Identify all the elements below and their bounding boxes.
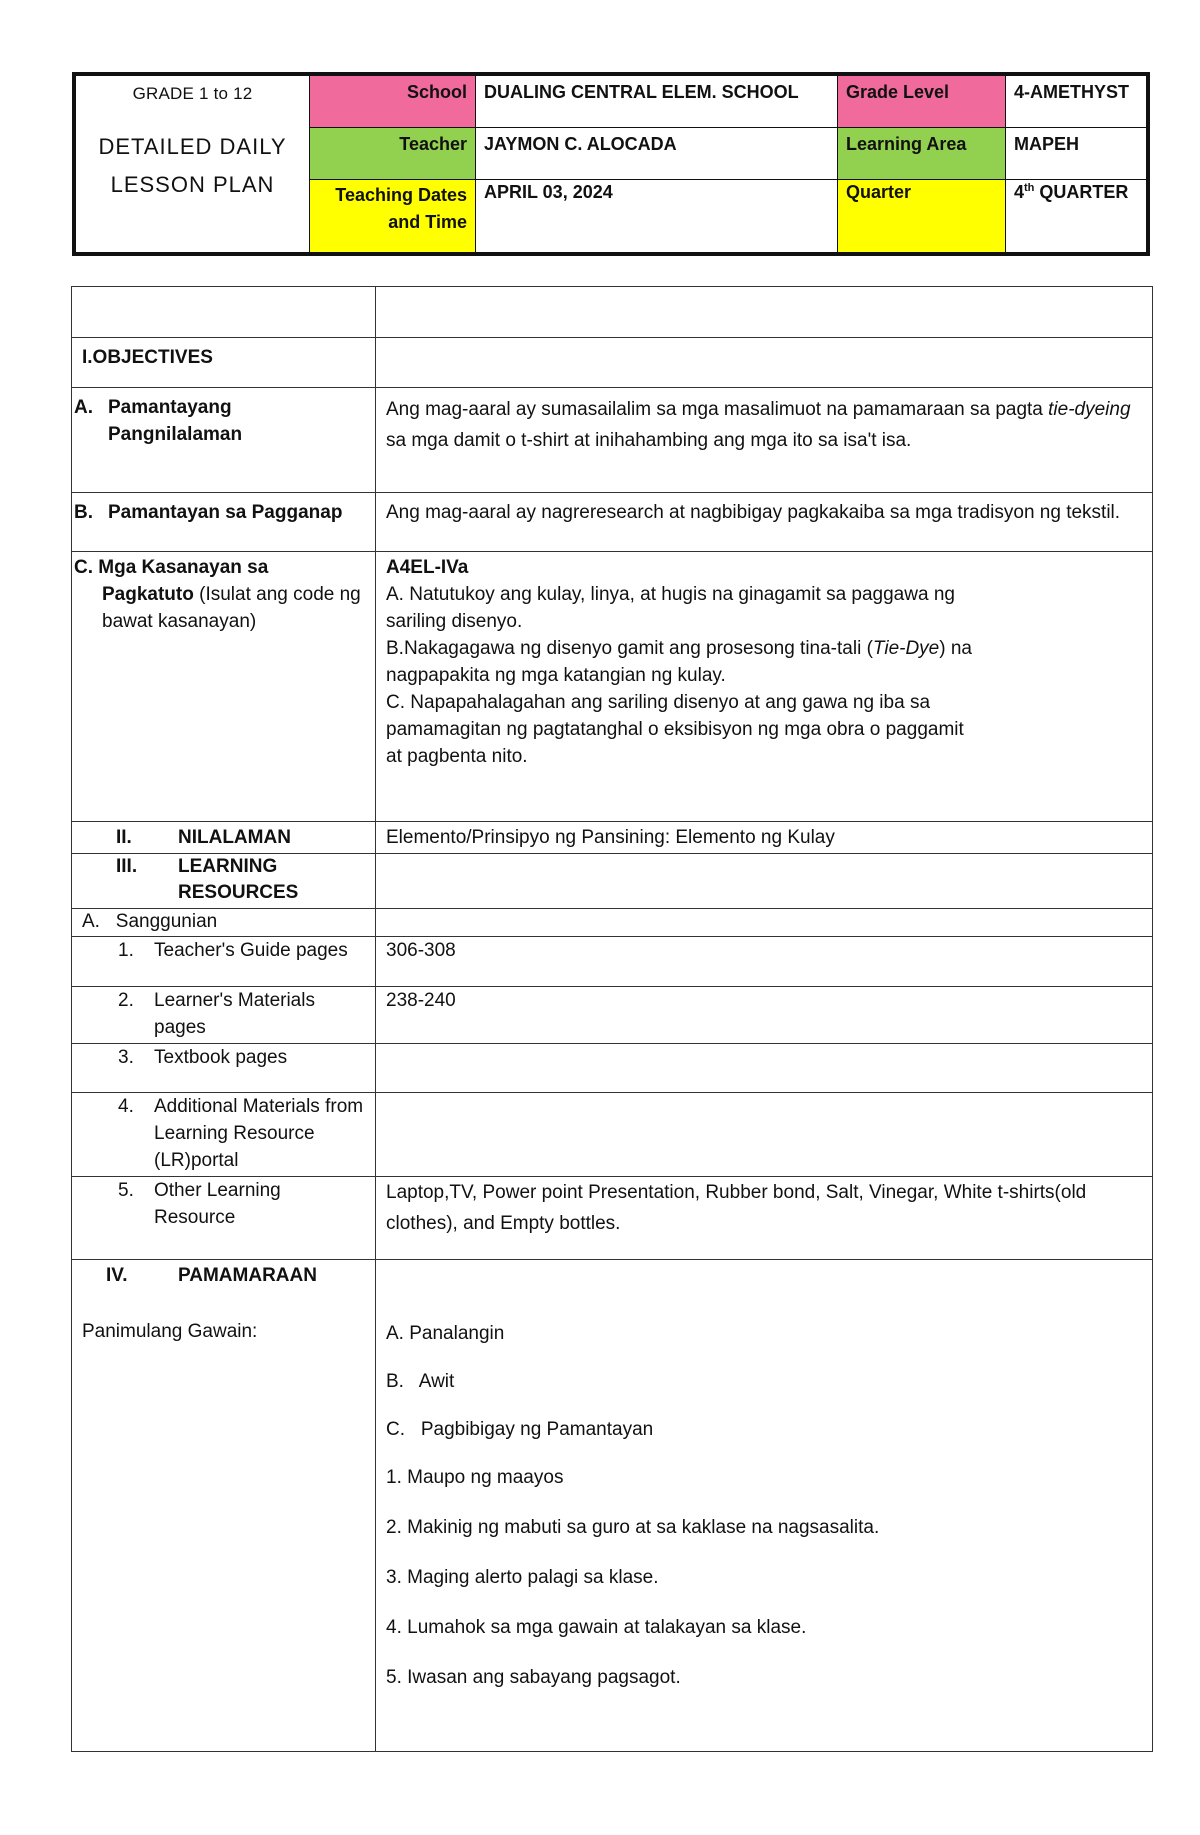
grade-level-value: 4-AMETHYST <box>1006 76 1146 128</box>
list-item: 5. Iwasan ang sabayang pagsagot. <box>386 1667 681 1688</box>
list-item: A. Panalangin <box>386 1323 505 1344</box>
procedure-label: PAMAMARAAN <box>178 1265 317 1286</box>
references-row: A. Sanggunian <box>72 909 1153 937</box>
procedure-sublabel: Panimulang Gawain: <box>82 1321 258 1342</box>
objectives-heading-row <box>72 338 1153 388</box>
competency-code: A4EL-IVa <box>386 557 469 578</box>
blank-row <box>72 287 1153 338</box>
content-row: II. NILALAMAN Elemento/Prinsipyo ng Pansining: Elemento ng Kulay <box>72 822 1153 854</box>
teaching-dates-value: APRIL 03, 2024 <box>476 180 838 252</box>
list-item: 2. Makinig ng mabuti sa guro at sa kaklase na nagsasalita. <box>386 1517 880 1538</box>
resource-row: 4. Additional Materials from Learning Resource (LR)portal <box>72 1093 1153 1177</box>
grade-level-label: Grade Level <box>838 76 1006 128</box>
procedure-steps <box>376 1260 1153 1752</box>
competencies-text: A4EL-IVa A. Natutukoy ang kulay, linya, at hugis na ginagamit sa paggawa ng sariling disenyo. B.Nakagagawa ng disenyo gamit ang prosesong tina-tali (Tie-Dye) na nagpapakita ng mga katangian ng kulay. C. Napapahalagahan ang sariling disenyo at ang gawa ng iba sa pamamagitan ng pagtatanghal o eksibisyon ng mga obra o paggamit at pagbenta nito. <box>376 552 1153 822</box>
competencies-row <box>72 552 1153 822</box>
resource-row: 1. Teacher's Guide pages 306-308 <box>72 937 1153 987</box>
resource-row: 3. Textbook pages <box>72 1044 1153 1093</box>
list-item: 1. Maupo ng maayos <box>386 1467 564 1488</box>
performance-standard-label: B. Pamantayan sa Pagganap <box>72 493 376 552</box>
teacher-label: Teacher <box>310 128 476 180</box>
list-item: C. Pagbibigay ng Pamantayan <box>386 1419 654 1440</box>
school-value: DUALING CENTRAL ELEM. SCHOOL <box>476 76 838 128</box>
performance-standard-row <box>72 493 1153 552</box>
content-standard-text: Ang mag-aaral ay sumasailalim sa mga masalimuot na pamamaraan sa pagta tie-dyeing sa mga damit o t-shirt at inihahambing ang mga ito sa isa't isa. <box>376 388 1153 493</box>
grade-range: GRADE 1 to 12 <box>132 84 253 103</box>
objectives-heading: I.OBJECTIVES <box>72 338 376 388</box>
list-item: 3. Maging alerto palagi sa klase. <box>386 1567 659 1588</box>
list-item: 4. Lumahok sa mga gawain at talakayan sa klase. <box>386 1617 807 1638</box>
header-table <box>72 72 1150 256</box>
resource-row: 2. Learner's Materials pages 238-240 <box>72 987 1153 1044</box>
content-label: NILALAMAN <box>178 827 291 848</box>
resources-heading-row: III. LEARNING RESOURCES <box>72 854 1153 909</box>
document-title: DETAILED DAILY LESSON PLAN <box>98 134 287 197</box>
learning-area-value: MAPEH <box>1006 128 1146 180</box>
resource-row: 5. Other Learning Resource Laptop,TV, Power point Presentation, Rubber bond, Salt, Vinegar, White t-shirts(old clothes), and Empty bottles. <box>72 1177 1153 1260</box>
procedure-row: IV. PAMAMARAAN Panimulang Gawain: A. Panalangin B. Awit C. Pagbibigay ng Pamantayan 1. Maupo ng maayos 2. Makinig ng mabuti sa guro at sa kaklase na nagsasalita. 3. Maging alerto palagi sa klase. 4. Lumahok sa mga gawain at talakayan sa klase. 5. Iwasan ang sabayang pagsagot. <box>72 1260 1153 1752</box>
competencies-label: C. Mga Kasanayan sa Pagkatuto (Isulat ang code ng bawat kasanayan) <box>72 552 376 822</box>
content-standard-label: A. Pamantayang Pangnilalaman <box>72 388 376 493</box>
school-label: School <box>310 76 476 128</box>
list-item: B. Awit <box>386 1371 455 1392</box>
header-title-cell <box>76 76 310 252</box>
references-label: Sanggunian <box>115 911 218 932</box>
performance-standard-text: Ang mag-aaral ay nagreresearch at nagbibigay pagkakaiba sa mga tradisyon ng tekstil. <box>376 493 1153 552</box>
quarter-label: Quarter <box>838 180 1006 252</box>
content-standard-row <box>72 388 1153 493</box>
teacher-value: JAYMON C. ALOCADA <box>476 128 838 180</box>
learning-area-label: Learning Area <box>838 128 1006 180</box>
lesson-table <box>71 286 1153 1752</box>
teaching-dates-label: Teaching Dates and Time <box>310 180 476 252</box>
quarter-value: 4th QUARTER <box>1014 182 1129 202</box>
resources-label: LEARNING RESOURCES <box>178 856 299 903</box>
content-value: Elemento/Prinsipyo ng Pansining: Elemento ng Kulay <box>376 822 1153 854</box>
